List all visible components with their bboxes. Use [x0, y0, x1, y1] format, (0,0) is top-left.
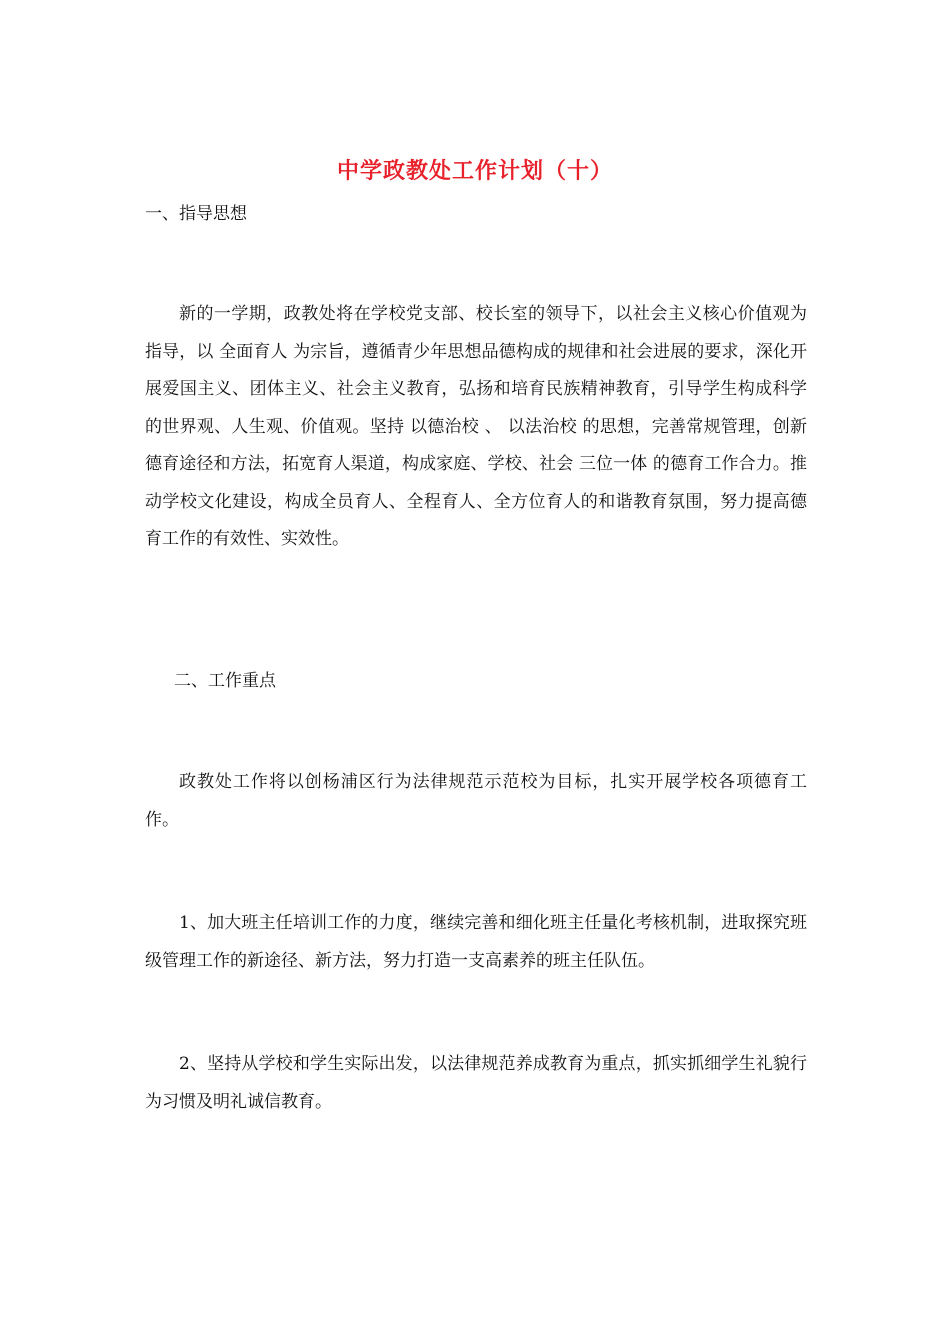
document-title: 中学政教处工作计划（十） — [336, 158, 613, 184]
paragraph-guiding-thought: 新的一学期，政教处将在学校党支部、校长室的领导下，以社会主义核心价值观为指导，以 全面育人 为宗旨，遵循青少年思想品德构成的规律和社会进展的要求，深化开展爱国主义、团体主义、社会主义教育，弘扬和培育民族精神教育，引导学生构成科学的世界观、人生观、价值观。坚持 以德治校 、 以法治校 的思想，完善常规管理，创新德育途径和方法，拓宽育人渠道，构成家庭、学校、社会 三位一体 的德育工作合力。推动学校文化建设，构成全员育人、全程育人、全方位育人的和谐教育氛围，努力提高德育工作的有效性、实效性。 — [145, 304, 807, 549]
section-heading-work-focus: 二、工作重点 — [174, 671, 276, 691]
paragraph-work-focus-intro: 政教处工作将以创杨浦区行为法律规范示范校为目标，扎实开展学校各项德育工作。 — [145, 772, 807, 830]
section-heading-guiding-thought: 一、指导思想 — [145, 204, 247, 224]
list-item-1: 1、加大班主任培训工作的力度，继续完善和细化班主任量化考核机制，进取探究班级管理工作的新途径、新方法，努力打造一支高素养的班主任队伍。 — [145, 913, 807, 971]
list-item-2: 2、坚持从学校和学生实际出发，以法律规范养成教育为重点，抓实抓细学生礼貌行为习惯及明礼诚信教育。 — [145, 1054, 807, 1112]
